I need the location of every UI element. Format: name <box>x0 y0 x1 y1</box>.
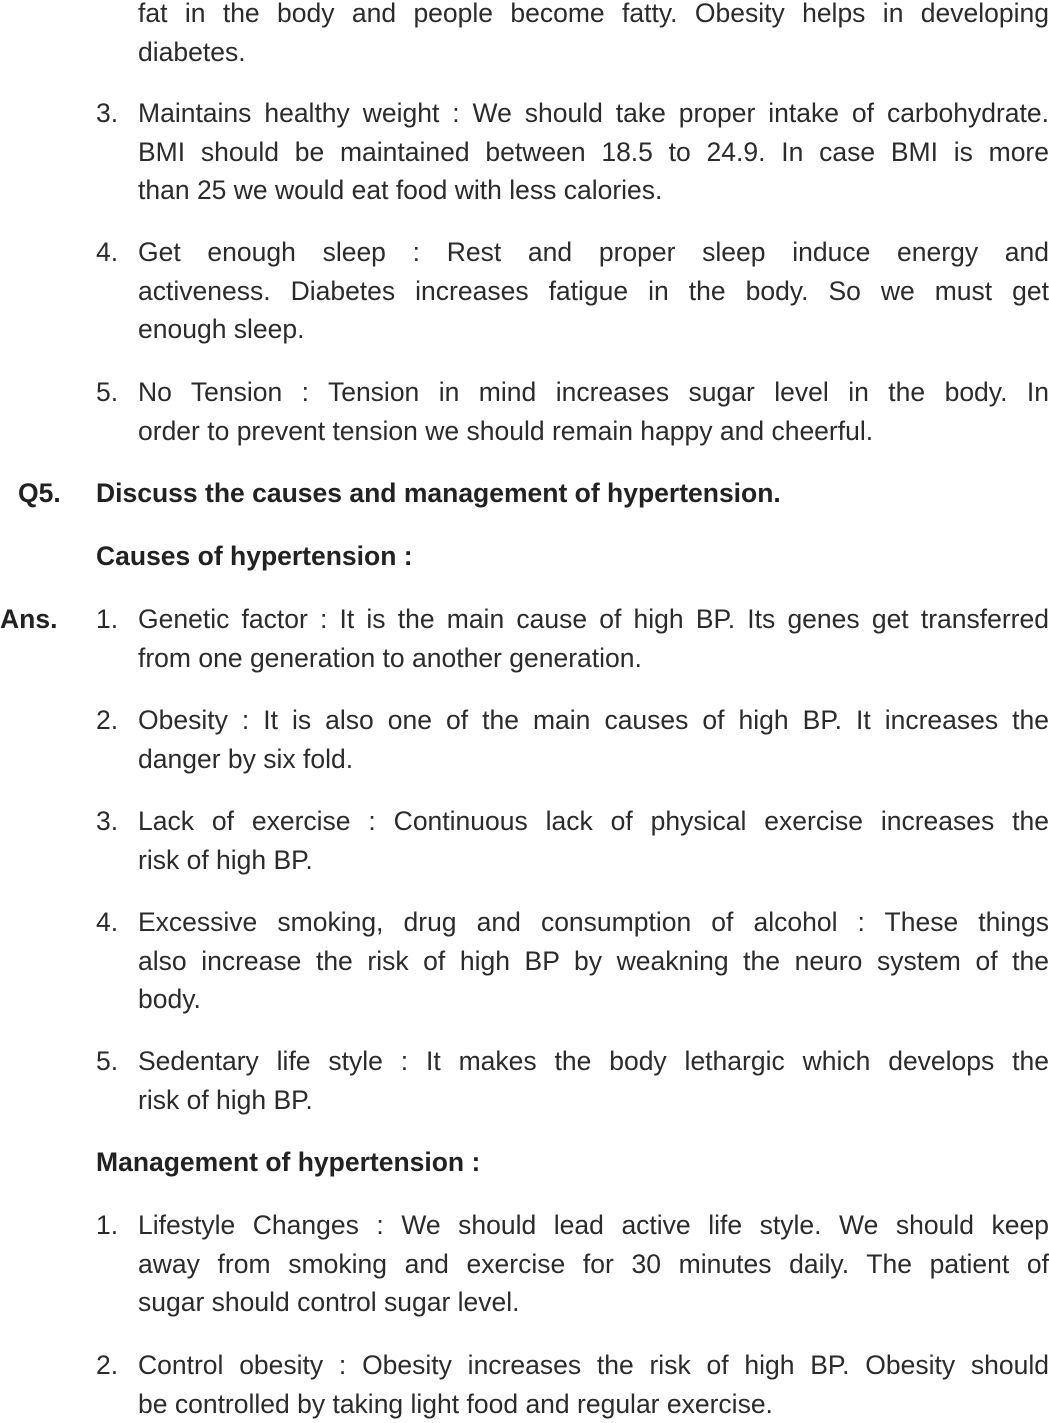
list-number: 2. <box>96 1346 118 1385</box>
intro-tail-paragraph <box>138 0 1049 71</box>
text-line: than 25 we would eat food with less calories. <box>138 171 1049 210</box>
text-line: Sedentary life style : It makes the body lethargic which develops the <box>138 1042 1049 1081</box>
list-item-text <box>138 600 1049 677</box>
text-line: Lack of exercise : Continuous lack of physical exercise increases the <box>138 802 1049 841</box>
list-number: 1. <box>96 600 118 639</box>
list-item-text <box>138 373 1049 450</box>
text-line: BMI should be maintained between 18.5 to 24.9. In case BMI is more <box>138 133 1049 172</box>
list-item-text <box>138 1206 1049 1322</box>
text-line: fat in the body and people become fatty. Obesity helps in developing <box>138 0 1049 33</box>
list-number: 4. <box>96 233 118 272</box>
text-line: danger by six fold. <box>138 740 1049 779</box>
text-line: activeness. Diabetes increases fatigue in the body. So we must get <box>138 272 1049 311</box>
causes-heading: Causes of hypertension : <box>96 537 413 576</box>
text-line: risk of high BP. <box>138 841 1049 880</box>
list-item-text <box>138 1042 1049 1119</box>
list-item-text <box>138 94 1049 210</box>
text-line: Maintains healthy weight : We should take proper intake of carbohydrate. <box>138 94 1049 133</box>
text-line: Obesity : It is also one of the main causes of high BP. It increases the <box>138 701 1049 740</box>
text-line: Excessive smoking, drug and consumption of alcohol : These things <box>138 903 1049 942</box>
text-line: body. <box>138 980 1049 1019</box>
text-line: Control obesity : Obesity increases the risk of high BP. Obesity should <box>138 1346 1049 1385</box>
text-line: sugar should control sugar level. <box>138 1283 1049 1322</box>
text-line: Get enough sleep : Rest and proper sleep induce energy and <box>138 233 1049 272</box>
list-item-text <box>138 701 1049 778</box>
list-item-text <box>138 903 1049 1019</box>
list-item-text <box>138 802 1049 879</box>
list-number: 5. <box>96 373 118 412</box>
text-line: enough sleep. <box>138 310 1049 349</box>
list-number: 1. <box>96 1206 118 1245</box>
list-item-text <box>138 233 1049 349</box>
text-line: Lifestyle Changes : We should lead active life style. We should keep <box>138 1206 1049 1245</box>
text-line: risk of high BP. <box>138 1081 1049 1120</box>
text-line: order to prevent tension we should remain happy and cheerful. <box>138 412 1049 451</box>
list-number: 3. <box>96 94 118 133</box>
list-item-text <box>138 1346 1049 1423</box>
question-label: Q5. <box>18 474 61 513</box>
list-number: 3. <box>96 802 118 841</box>
text-line: be controlled by taking light food and regular exercise. <box>138 1385 1049 1423</box>
list-number: 4. <box>96 903 118 942</box>
text-line: away from smoking and exercise for 30 minutes daily. The patient of <box>138 1245 1049 1284</box>
answer-label: Ans. <box>0 600 57 639</box>
list-number: 5. <box>96 1042 118 1081</box>
text-line: also increase the risk of high BP by weakning the neuro system of the <box>138 942 1049 981</box>
text-line: Genetic factor : It is the main cause of high BP. Its genes get transferred <box>138 600 1049 639</box>
list-number: 2. <box>96 701 118 740</box>
text-line: No Tension : Tension in mind increases sugar level in the body. In <box>138 373 1049 412</box>
text-line: from one generation to another generation. <box>138 639 1049 678</box>
question-text: Discuss the causes and management of hypertension. <box>96 474 781 513</box>
text-line: diabetes. <box>138 33 1049 72</box>
management-heading: Management of hypertension : <box>96 1143 480 1182</box>
